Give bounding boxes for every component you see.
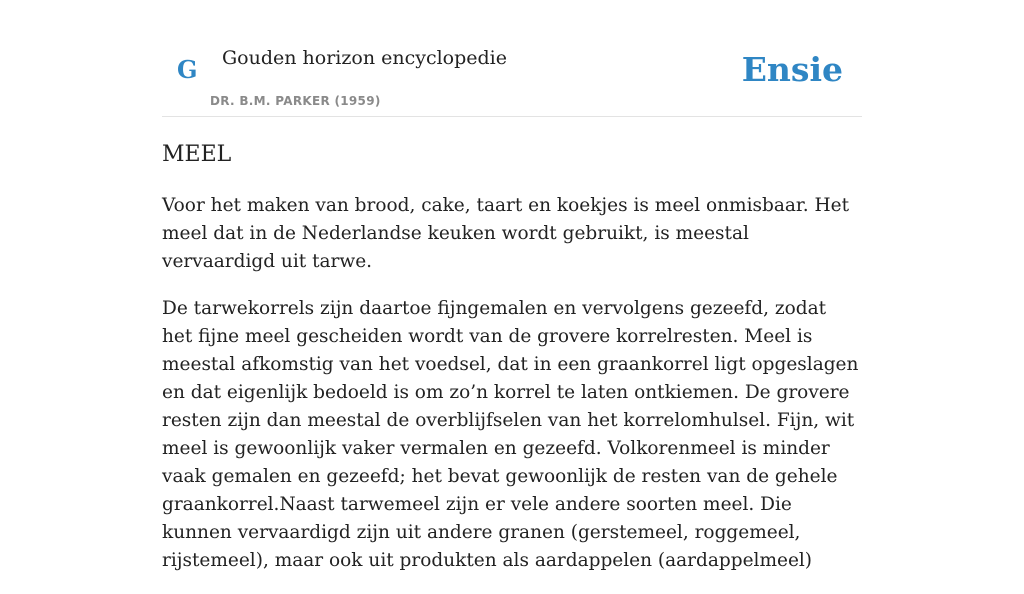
entry-body bbox=[162, 192, 862, 594]
entry-paragraph: De tarwekorrels zijn daartoe fijngemalen en vervolgens gezeefd, zodat het fijne meel gescheiden wordt van de grovere korrelresten. Meel is meestal afkomstig van het voedsel, dat in een graankorrel ligt opgeslagen en dat eigenlijk bedoeld is om zo’n korrel te laten ontkiemen. De grovere resten zijn dan meestal de overblijfselen van het korrelomhulsel. Fijn, wit meel is gewoonlijk vaker vermalen en gezeefd. Volkorenmeel is minder vaak gemalen en gezeefd; het bevat gewoonlijk de resten van de gehele graankorrel.Naast tarwemeel zijn er vele andere soorten meel. Die kunnen vervaardigd zijn uit andere granen (gerstemeel, roggemeel, rijstemeel), maar ook uit produkten als aardappelen (aardappelmeel) bbox=[162, 298, 859, 571]
book-logo-icon[interactable]: G bbox=[177, 55, 198, 84]
book-author: DR. B.M. PARKER (1959) bbox=[210, 94, 381, 108]
entry-header bbox=[162, 0, 862, 117]
entry-title: MEEL bbox=[162, 142, 232, 167]
entry-page bbox=[162, 0, 862, 571]
ensie-logo[interactable]: Ensie bbox=[741, 50, 843, 89]
entry-paragraph: Voor het maken van brood, cake, taart en koekjes is meel onmisbaar. Het meel dat in de Nederlandse keuken wordt gebruikt, is meestal vervaardigd uit tarwe. bbox=[162, 195, 850, 272]
book-title-link[interactable]: Gouden horizon encyclopedie bbox=[222, 47, 507, 69]
